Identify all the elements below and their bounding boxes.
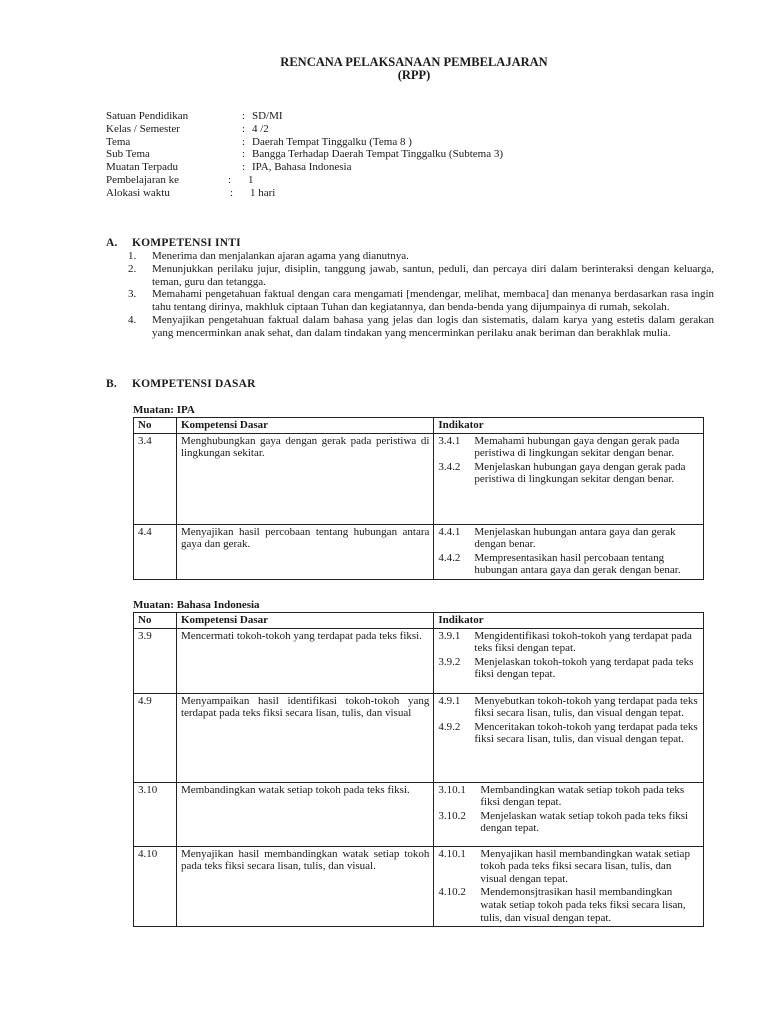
- indicator-code: 3.10.2: [438, 809, 466, 822]
- list-item: [128, 250, 714, 263]
- identity-label: Alokasi waktu: [106, 186, 170, 199]
- indicator-text: Mendemonsjtrasikan hasil membandingkan watak setiap tokoh pada teks fiksi secara lisan, tulis, dan visual dengan tepat.: [480, 886, 686, 924]
- section-letter: A.: [106, 237, 118, 249]
- indicator-text: Menjelaskan hubungan gaya dengan gerak pada peristiwa di lingkungan sekitar dengan benar.: [474, 460, 686, 486]
- column-header-kd: Kompetensi Dasar: [176, 613, 433, 629]
- section-a-heading: [106, 237, 241, 250]
- cell-no: 4.4: [134, 524, 177, 579]
- table-row: [134, 433, 704, 524]
- section-title: KOMPETENSI INTI: [132, 237, 241, 249]
- indicator-text: Memahami hubungan gaya dengan gerak pada peristiwa di lingkungan sekitar dengan benar.: [474, 434, 680, 460]
- cell-no: 3.4: [134, 433, 177, 524]
- kd-table-ipa: [133, 417, 704, 580]
- identity-separator: :: [228, 173, 232, 186]
- identity-value: IPA, Bahasa Indonesia: [252, 161, 352, 174]
- indicator-code: 4.4.1: [438, 525, 461, 538]
- cell-no: 4.9: [134, 693, 177, 782]
- identity-label: Sub Tema: [106, 148, 150, 161]
- column-header-no: No: [134, 613, 177, 629]
- list-number: 4.: [128, 313, 137, 326]
- identity-label: Tema: [106, 135, 131, 148]
- muatan-ipa-label: Muatan: IPA: [133, 404, 195, 416]
- indicator-item: [438, 526, 699, 551]
- identity-value: Bangga Terhadap Daerah Tempat Tinggalku (Subtema 3): [252, 148, 503, 161]
- table-row: [134, 628, 704, 693]
- table-row: [134, 693, 704, 782]
- indicator-item: [438, 721, 699, 746]
- identity-value: 1 hari: [250, 186, 276, 199]
- section-letter: B.: [106, 378, 117, 390]
- column-header-kd: Kompetensi Dasar: [176, 418, 433, 434]
- document-title: RENCANA PELAKSANAAN PEMBELAJARAN: [280, 55, 548, 69]
- table-row: [134, 524, 704, 579]
- indicator-item: [438, 435, 699, 460]
- indicator-item: [438, 656, 699, 681]
- indicator-code: 4.9.2: [438, 720, 461, 733]
- column-header-no: No: [134, 418, 177, 434]
- cell-kd: Mencermati tokoh-tokoh yang terdapat pada teks fiksi.: [176, 628, 433, 693]
- cell-kd: Menyajikan hasil percobaan tentang hubungan antara gaya dan gerak.: [176, 524, 433, 579]
- identity-separator: :: [242, 110, 246, 122]
- list-number: 3.: [128, 288, 137, 301]
- kompetensi-inti-list: [128, 250, 714, 340]
- table-row: [134, 782, 704, 846]
- indicator-text: Menyajikan hasil membandingkan watak setiap tokoh pada teks fiksi secara lisan, tulis, dan visual dengan tepat.: [480, 847, 690, 885]
- cell-indikator: [434, 846, 704, 927]
- table-header-row: [134, 418, 704, 434]
- identity-separator: :: [242, 135, 246, 148]
- indicator-text: Menceritakan tokoh-tokoh yang terdapat pada teks fiksi secara lisan, tulis, dan visual dengan tepat.: [474, 720, 698, 746]
- list-item: [128, 288, 714, 314]
- identity-block: [106, 110, 732, 200]
- identity-value: 4 /2: [252, 122, 269, 135]
- indicator-code: 3.4.2: [438, 460, 461, 473]
- identity-value: SD/MI: [252, 110, 283, 122]
- indicator-item: [438, 461, 699, 486]
- identity-value: Daerah Tempat Tinggalku (Tema 8 ): [252, 135, 412, 148]
- cell-no: 3.9: [134, 628, 177, 693]
- identity-label: Pembelajaran ke: [106, 173, 179, 186]
- indicator-code: 4.10.2: [438, 886, 466, 899]
- indicator-item: [438, 848, 699, 886]
- identity-separator: :: [242, 148, 246, 161]
- indicator-code: 3.4.1: [438, 434, 461, 447]
- document-subtitle: (RPP): [397, 68, 431, 82]
- list-text: Menerima dan menjalankan ajaran agama yang dianutnya.: [152, 250, 409, 262]
- indicator-code: 3.10.1: [438, 783, 466, 796]
- indicator-item: [438, 630, 699, 655]
- indicator-code: 3.9.2: [438, 655, 461, 668]
- column-header-indikator: Indikator: [434, 418, 704, 434]
- indicator-code: 4.10.1: [438, 847, 466, 860]
- cell-indikator: [434, 524, 704, 579]
- identity-separator: :: [242, 122, 246, 135]
- indicator-code: 4.4.2: [438, 551, 461, 564]
- cell-no: 4.10: [134, 846, 177, 927]
- indicator-code: 4.9.1: [438, 694, 461, 707]
- indicator-text: Menjelaskan tokoh-tokoh yang terdapat pada teks fiksi dengan tepat.: [474, 655, 694, 681]
- identity-label: Satuan Pendidikan: [106, 110, 189, 122]
- column-header-indikator: Indikator: [434, 613, 704, 629]
- list-number: 2.: [128, 262, 137, 275]
- cell-indikator: [434, 628, 704, 693]
- list-item: [128, 314, 714, 340]
- indicator-text: Menjelaskan watak setiap tokoh pada teks fiksi dengan tepat.: [480, 809, 689, 835]
- indicator-item: [438, 886, 699, 924]
- identity-separator: :: [230, 186, 234, 199]
- muatan-bindo-label: Muatan: Bahasa Indonesia: [133, 599, 260, 611]
- list-item: [128, 263, 714, 289]
- indicator-text: Membandingkan watak setiap tokoh pada teks fiksi dengan tepat.: [480, 783, 685, 809]
- section-title: KOMPETENSI DASAR: [132, 378, 256, 390]
- list-text: Menunjukkan perilaku jujur, disiplin, tanggung jawab, santun, peduli, dan percaya diri dalam berinteraksi dengan keluarga, teman, guru dan tetangga.: [152, 262, 714, 288]
- indicator-item: [438, 552, 699, 577]
- cell-kd: Menyajikan hasil membandingkan watak setiap tokoh pada teks fiksi secara lisan, tulis, dan visual.: [176, 846, 433, 927]
- indicator-code: 3.9.1: [438, 629, 461, 642]
- kd-table-bahasa-indonesia: [133, 612, 704, 927]
- list-text: Memahami pengetahuan faktual dengan cara mengamati [mendengar, melihat, membaca] dan menanya berdasarkan rasa ingin tahu tentang dirinya, makhluk ciptaan Tuhan dan kegiatannya, dan benda-benda yang dijumpainya di rumah, sekolah.: [152, 288, 714, 314]
- cell-kd: Menyampaikan hasil identifikasi tokoh-tokoh yang terdapat pada teks fiksi secara lisan, tulis, dan visual: [176, 693, 433, 782]
- indicator-item: [438, 810, 699, 835]
- table-row: [134, 846, 704, 927]
- indicator-item: [438, 695, 699, 720]
- indicator-text: Mengidentifikasi tokoh-tokoh yang terdapat pada teks fiksi dengan tepat.: [474, 629, 692, 655]
- section-b-heading: [106, 378, 256, 391]
- identity-separator: :: [242, 161, 246, 174]
- list-number: 1.: [128, 250, 137, 262]
- indicator-text: Menyebutkan tokoh-tokoh yang terdapat pada teks fiksi secara lisan, tulis, dan visual dengan tepat.: [474, 694, 698, 720]
- identity-value: 1: [248, 173, 254, 186]
- indicator-text: Menjelaskan hubungan antara gaya dan gerak dengan benar.: [474, 525, 676, 551]
- cell-no: 3.10: [134, 782, 177, 846]
- table-header-row: [134, 613, 704, 629]
- cell-indikator: [434, 693, 704, 782]
- list-text: Menyajikan pengetahuan faktual dalam bahasa yang jelas dan logis dan sistematis, dalam karya yang estetis dalam gerakan yang mencerminkan anak sehat, dan dalam tindakan yang mencerminkan perilaku anak beriman dan berakhlak mulia.: [152, 313, 714, 339]
- cell-indikator: [434, 782, 704, 846]
- cell-kd: Membandingkan watak setiap tokoh pada teks fiksi.: [176, 782, 433, 846]
- identity-label: Kelas / Semester: [106, 122, 180, 135]
- cell-kd: Menghubungkan gaya dengan gerak pada peristiwa di lingkungan sekitar.: [176, 433, 433, 524]
- indicator-item: [438, 784, 699, 809]
- cell-indikator: [434, 433, 704, 524]
- identity-label: Muatan Terpadu: [106, 161, 179, 174]
- indicator-text: Mempresentasikan hasil percobaan tentang hubungan antara gaya dan gerak dengan benar.: [474, 551, 681, 577]
